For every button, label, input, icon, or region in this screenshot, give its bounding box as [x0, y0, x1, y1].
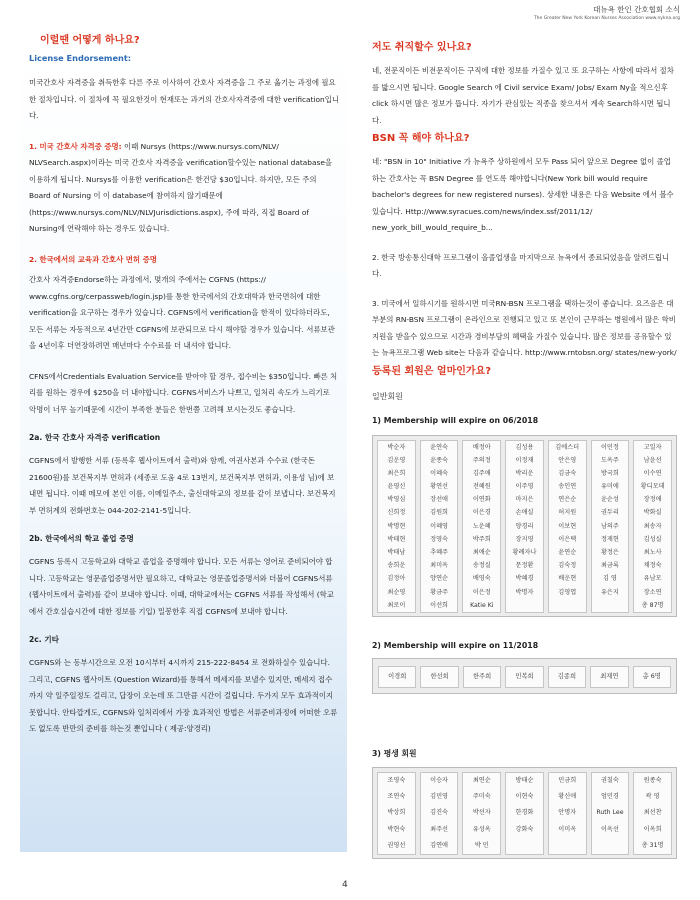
section-2-heading: 2. 한국에서의 교육과 간호사 면허 증명 [29, 254, 157, 264]
member-name: 송정실 [472, 562, 491, 570]
newsletter-title: 대뉴욕 한인 간호협회 소식 [593, 5, 680, 14]
member-name: 유은지 [600, 588, 619, 596]
member-name: 김종희 [548, 666, 586, 688]
member-name: 김 영 [602, 575, 617, 583]
membership-2018-11-table [372, 658, 677, 694]
member-name: 김성실 [643, 535, 662, 543]
member-name: 이은경 [472, 509, 491, 517]
bsn-answer-3: 3. 미국에서 일하시기를 원하시면 미국RN-BSN 프로그램을 택하는것이 좋습니다. 요즈음은 대부분의 RN-BSN 프로그램이 온라인으로 진행되고 있고 또 본인이 근무하는 병원에서 많은 학비 지원을 받을수 있으므로 시간과 경비부담의 혜택을 가질수 있습니다. 많은 정보를 공유할수 있는 뉴욕프로그램 Web site는 다음과 같습니다. http://www.rntobsn.org/ states/new-york/ [372, 298, 677, 357]
bsn-answer-2: 2. 한국 방송통신대학 프로그램이 올졸업생을 마지막으로 뉴욕에서 종료되었음을 알려드립니다. [372, 252, 670, 278]
member-name: 주의정 [472, 456, 491, 464]
member-name: 유성옥 [472, 825, 491, 833]
member-name: 김숙정 [558, 562, 577, 570]
member-column [377, 440, 416, 613]
member-name: 원종숙 [643, 776, 662, 784]
member-name: 장정애 [643, 496, 662, 504]
member-name: 도옥주 [600, 456, 619, 464]
member-name [506, 599, 543, 612]
member-column [505, 772, 544, 856]
member-name: 한주희 [463, 666, 501, 688]
bsn-question-heading: BSN 꼭 해야 하나요? [372, 133, 470, 144]
general-members-label: 일반회원 [372, 391, 403, 401]
member-name: 전혜원 [472, 483, 491, 491]
member-name: 장소연 [643, 588, 662, 596]
member-name: 황연선 [430, 483, 449, 491]
member-name: 정재현 [600, 535, 619, 543]
member-name: 김원희 [430, 509, 449, 517]
member-name: 송희운 [387, 562, 406, 570]
member-name: 이미옥 [558, 825, 577, 833]
member-column [633, 440, 672, 613]
member-name: 황례자나 [512, 549, 537, 556]
job-answer: 네, 전문직이든 비전문직이든 구직에 대한 정보를 가질수 있고 또 요구하는 사항에 따라서 절차를 밟으시면 됩니다. Google Search 에 Civil service Exam/ Jobs/ Exam Ny을 적으신후 click 하시면 많은 정보가 뜹니다. 자기가 관심있는 직종을 찾으셔서 계속 Search하시면 됩니다. [372, 66, 674, 125]
member-name: 한선희 [420, 666, 458, 688]
member-name: 총 6명 [633, 666, 671, 688]
member-name: Ruth Lee [596, 809, 624, 817]
member-name: 양경리 [515, 522, 534, 530]
member-name: 김진숙 [430, 809, 449, 817]
member-name: 총 31명 [641, 842, 664, 850]
license-heading: License Endorsement: [29, 53, 132, 63]
member-column [548, 440, 587, 613]
member-name: 이수연 [643, 469, 662, 477]
member-name: 박혜경 [515, 575, 534, 583]
job-question-heading: 저도 취직할수 있나요? [372, 42, 472, 53]
member-column [591, 772, 630, 856]
member-column [462, 440, 501, 613]
member-name: 이승자 [430, 776, 449, 784]
section-2a-heading: 2a. 한국 간호사 자격증 verification [29, 433, 161, 442]
member-name [549, 599, 586, 612]
member-name: 박 민 [474, 842, 489, 850]
member-name: 최순영 [387, 588, 406, 596]
bsn-answer-1: 네: "BSN in 10" Initiative 가 뉴욕주 상하원에서 모두 Pass 되어 앞으로 Degree 없이 졸업하는 간호사는 꼭 BSN Degree 를 연도록 해야합니다(New York bill would require bachelor's degrees for new registered nurses). 상세한 내용은 다음 Website 에서 볼수있습니다. Http://www.syracues.com/news/index.ssf/2011/12/ new_york_bill_would_require_b... [372, 157, 674, 232]
member-column [462, 772, 501, 856]
members-question-heading: 등록된 회원은 얼마인가요? [372, 365, 492, 377]
member-name: 윤순성 [600, 496, 619, 504]
member-name: 이민정 [600, 443, 619, 451]
member-name: 박태현 [387, 535, 406, 543]
member-name: 방국희 [600, 469, 619, 477]
section-1 [29, 139, 339, 238]
section-1-label: 1. 미국 간호사 자격증 증명: [29, 141, 122, 151]
member-name: 최로이 [387, 601, 406, 609]
newsletter-header [534, 4, 680, 21]
member-name: 박영심 [387, 496, 406, 504]
lifetime-members-heading: 3) 평생 회원 [372, 748, 417, 758]
member-name [506, 838, 543, 854]
member-name: 김영엽 [558, 588, 577, 596]
member-name: 박태남 [387, 549, 406, 556]
member-name: 박리운 [515, 469, 534, 477]
member-name: 최노사 [643, 549, 662, 556]
member-name: 권칠숙 [600, 776, 619, 784]
member-column [505, 440, 544, 613]
member-name: 김연애 [430, 842, 449, 850]
membership-2018-06-heading: 1) Membership will expire on 06/2018 [372, 415, 539, 425]
member-name: 김정아 [387, 575, 406, 583]
member-name [592, 838, 629, 854]
section-2b-body: CGFNS 등록시 고등학교와 대학교 졸업을 증명해야 합니다. 모든 서류는 영어로 준비되어야 합니다. 고등학교는 영문졸업증명서만 필요하고, 대학교는 영문졸업증명서와 더불어 CGFNS서류 (웹사이트에서 출력)를 같이 보내야 합니다. 이때, 대학교에서는 CGFNS 서류를 작성해서 (학교에서 간호실습시간에 대한 정보를 기입) 밀봉한후 직접 CGFNS에 보내야 합니다. [29, 557, 334, 616]
member-column [548, 772, 587, 856]
license-info-box [20, 47, 347, 852]
member-column [377, 772, 416, 856]
member-name: 신희정 [387, 509, 406, 517]
member-name: 배운현 [558, 575, 577, 583]
member-name: 김금숙 [558, 469, 577, 477]
member-name: 곽 영 [645, 792, 660, 800]
member-name: 강화숙 [515, 825, 534, 833]
membership-2018-11-heading: 2) Membership will expire on 11/2018 [372, 640, 539, 650]
member-name: 마지은 [515, 496, 534, 504]
member-name: 김에스더 [555, 443, 580, 451]
lifetime-members-table [372, 767, 677, 859]
member-name: 남윤선 [643, 456, 662, 464]
member-name: 최주선 [430, 825, 449, 833]
member-name: 이경희 [378, 666, 416, 688]
member-name: 황정은 [600, 549, 619, 556]
member-name: 박명자 [515, 588, 534, 596]
member-name: 장지영 [515, 535, 534, 543]
member-name: 주미숙 [472, 792, 491, 800]
newsletter-subtitle: The Greater New York Korean Nurses Association www.nykna.org [533, 16, 680, 21]
member-name: 노운혜 [472, 522, 491, 530]
member-name: 최연순 [472, 776, 491, 784]
member-name: 남의주 [600, 522, 619, 530]
member-name: 이보현 [558, 522, 577, 530]
member-name: 이연화 [472, 496, 491, 504]
member-name: 민금희 [558, 776, 577, 784]
member-name: 양연순 [430, 575, 449, 583]
member-name: 박주희 [472, 535, 491, 543]
member-name: 최송자 [643, 522, 662, 530]
member-name: 이은정 [472, 588, 491, 596]
member-column [633, 772, 672, 856]
member-name: 배정아 [472, 443, 491, 451]
section-2a-body: CGFNS에서 발행한 서류 (등록후 웹사이트에서 출력)와 함께, 여권사본과 수수료 (한국돈 21600원)를 보건복지부 면허과 (세종로 도움 4로 13번지, 보건복지부 면허과, 이용성 님)에 보내면 됩니다. 이때 메모에 본인 이름, 이메일주소, 출신대학교의 정보를 같이 보냅니다. 보건복지부 면허계의 전화번호는 044-202-2141-5입니다. [29, 456, 336, 515]
member-name: 방태순 [515, 776, 534, 784]
member-name: 박현숙 [387, 825, 406, 833]
member-name: 박선자 [472, 809, 491, 817]
member-name: 최재연 [590, 666, 628, 688]
member-name: 손애실 [515, 509, 534, 517]
member-name: 한경화 [515, 809, 534, 817]
member-name: 박상희 [387, 809, 406, 817]
member-name: 최미옥 [430, 562, 449, 570]
member-name: 연은순 [558, 496, 577, 504]
member-name: 권두리 [600, 509, 619, 517]
section-2c-heading: 2c. 기타 [29, 635, 59, 644]
member-name: 김운영 [387, 456, 406, 464]
member-name: 최애순 [472, 549, 491, 556]
member-name: 윤종숙 [430, 456, 449, 464]
section-2-para-1: 간호사 자격증Endorse하는 과정에서, 몇개의 주에서는 CGFNS (https:// www.cgfns.org/cerpassweb/login.jsp)를 통한 한국에서의 간호대학과 한국면허에 대한 verification을 요구하는 경우가 있습니다. CGFNS에서 verification을 한적이 있다하더라도, 모든 서류는 자동적으로 4년간만 CGFNS에 보관되므로 다시 해야할 경우가 있습니다. 서류보관을 4년이후 더연장하려면 매년마다 수수료를 더 내셔야 합니다. [29, 275, 335, 350]
member-column [420, 440, 459, 613]
member-name: 이옥선 [600, 825, 619, 833]
member-name: 조연숙 [387, 792, 406, 800]
member-name: 이선희 [430, 601, 449, 609]
member-name: 이정재 [515, 456, 534, 464]
member-name: 정영숙 [430, 535, 449, 543]
right-column [372, 38, 677, 859]
member-name: 조영숙 [387, 776, 406, 784]
member-name: 이혜숙 [430, 469, 449, 477]
member-name: 안명자 [558, 809, 577, 817]
member-name: 유미애 [600, 483, 619, 491]
member-name: 황신애 [558, 792, 577, 800]
member-name: 권영선 [387, 842, 406, 850]
member-name: 이혜영 [430, 522, 449, 530]
member-name: 박화실 [643, 509, 662, 517]
member-name: 김성용 [515, 443, 534, 451]
left-section-title: 이럴땐 어떻게 하나요? [40, 35, 140, 46]
member-name: 윤연순 [558, 549, 577, 556]
member-name: Katie Ki [470, 601, 494, 609]
member-column [591, 440, 630, 613]
member-name: 이은택 [558, 535, 577, 543]
member-name: 최금록 [600, 562, 619, 570]
member-name: 유남모 [643, 575, 662, 583]
member-name [549, 838, 586, 854]
member-name: 채정숙 [643, 562, 662, 570]
member-name: 윤영신 [387, 483, 406, 491]
member-name: 최은희 [387, 469, 406, 477]
member-name: 박명현 [387, 522, 406, 530]
page-number: 4 [342, 880, 348, 890]
member-name: 황디모데 [640, 483, 665, 491]
member-name: 고일자 [643, 443, 662, 451]
license-intro: 미국간호사 자격증을 취득한후 다른 주로 이사하여 간호사 자격증을 그 주로 옮기는 과정에 필요한 절차입니다. 이 절차에 꼭 필요한것이 현재또는 과거의 간호사자격증에 대한 verification입니다. [29, 78, 340, 120]
member-name: 최선찬 [643, 809, 662, 817]
member-column [420, 772, 459, 856]
member-name: 황금주 [430, 588, 449, 596]
member-name: 윤연숙 [430, 443, 449, 451]
member-name [592, 599, 629, 612]
section-1-body: 이때 Nursys (https://www.nursys.com/NLV/ NLVSearch.aspx)이라는 미국 간호사 자격증을 verification할수있는 national database을 이용하게 됩니다. Nursys를 이용한 verification은 한건당 $30입니다. 하지만, 모든 주의 Board of Nursing 이 이 database에 참여하지 않기때문에 (https://www.nursys.com/NLV/NLVJurisdictions.aspx), 주에 따라, 직접 Board of Nursing에 연락해야 하는 경우도 있습니다. [29, 141, 333, 233]
member-name: 장선애 [430, 496, 449, 504]
member-name: 안은영 [558, 456, 577, 464]
member-name: 추혜주 [430, 549, 449, 556]
member-name: 박순자 [387, 443, 406, 451]
membership-2018-06-table [372, 435, 677, 617]
member-name: 민복희 [505, 666, 543, 688]
member-name: 김주애 [472, 469, 491, 477]
member-name: 허지원 [558, 509, 577, 517]
member-name: 문정환 [515, 562, 534, 570]
member-name: 이옥희 [643, 825, 662, 833]
member-name: 배영숙 [472, 575, 491, 583]
member-name: 엄민경 [600, 792, 619, 800]
section-2b-heading: 2b. 한국에서의 학교 졸업 증명 [29, 534, 134, 543]
member-name: 이현숙 [515, 792, 534, 800]
member-name: 김민영 [430, 792, 449, 800]
member-name: 송인연 [558, 483, 577, 491]
section-2c-body: CGFNS와 는 동부시간으로 오전 10시부터 4시까지 215-222-8454 로 전화하실수 있습니다. 그리고, CGFNS 웹사이트 (Question Wizard)를 통해서 메세지를 보낼수 있지만, 메세지 접수까지 약 일주일정도 걸리고, 답장이 오는데 또 그만큼 시간이 걸립니다. 두가지 모두 효과적이지 못합니다. 안타깝게도, CGFNS와 일처리에서 가장 효과적인 방법은 서류준비과정에 어떠한 오류도 없도록 반만의 준비를 하는것 뿐입니다 ( 제공:양경리) [29, 658, 338, 733]
member-name: 총 87명 [641, 601, 664, 609]
section-2-para-2: CFNS에서Credentials Evaluation Service를 받아야 할 경우, 접수비는 $350입니다. 빠른 처리를 원하는 경우에 $250을 더 내야합니다. CGFNS서비스가 나쁘고, 일처리 속도가 느리기로 악명이 너무 높기때문에 시간이 부족한 분들은 한번쯤 고려해 보시는것도 좋습니다. [29, 371, 338, 414]
member-name: 이주영 [515, 483, 534, 491]
